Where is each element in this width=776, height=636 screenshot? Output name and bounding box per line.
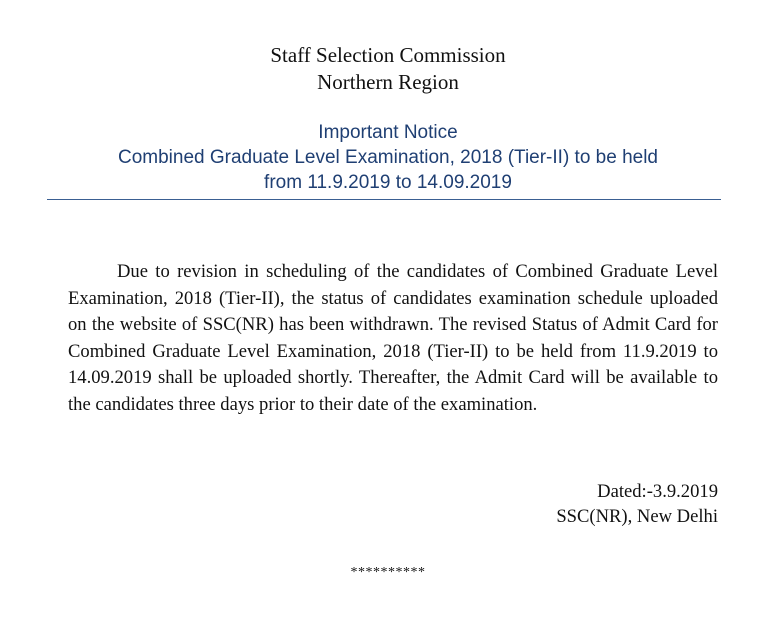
notice-subtitle-line1: Combined Graduate Level Examination, 2018 (Tier-II) to be held <box>117 147 659 168</box>
signoff-block <box>556 479 718 529</box>
heading-divider <box>47 199 721 200</box>
region-name: Northern Region <box>317 70 459 94</box>
organization-name: Staff Selection Commission <box>270 43 506 67</box>
notice-body-paragraph: Due to revision in scheduling of the candidates of Combined Graduate Level Examination, 2018 (Tier-II), the status of candidates examination schedule uploaded on the website of SSC(NR) has been withdrawn. The revised Status of Admit Card for Combined Graduate Level Examination, 2018 (Tier-II) to be held from 11.9.2019 to 14.09.2019 shall be uploaded shortly. Thereafter, the Admit Card will be available to the candidates three days prior to their date of the examination. <box>68 261 718 415</box>
organization-header <box>0 42 776 96</box>
notice-title: Important Notice <box>318 122 458 143</box>
notice-subtitle-line2: from 11.9.2019 to 14.09.2019 <box>264 172 512 193</box>
notice-heading <box>0 120 776 195</box>
footer-separator: ********** <box>350 565 426 580</box>
issuing-office: SSC(NR), New Delhi <box>556 506 718 527</box>
notice-date: Dated:-3.9.2019 <box>597 481 718 502</box>
